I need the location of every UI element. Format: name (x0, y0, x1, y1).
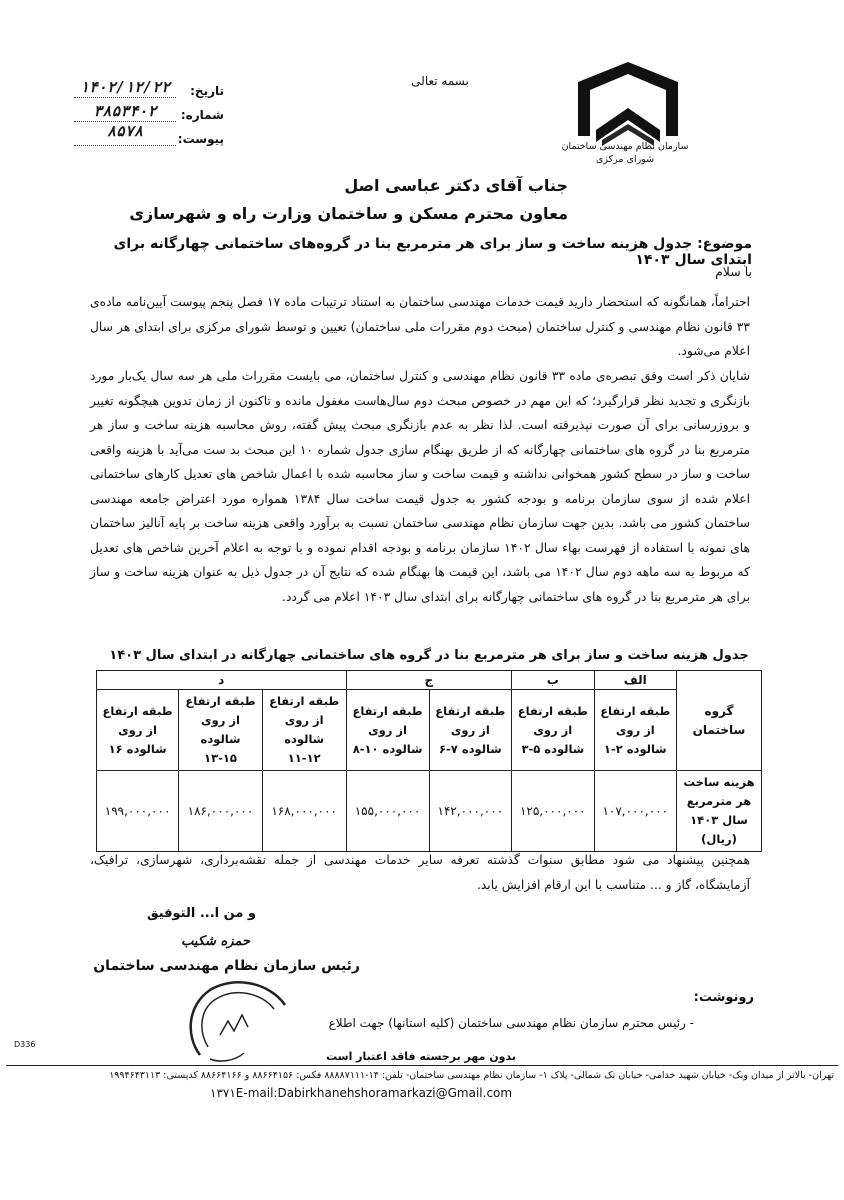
group-row (97, 671, 762, 690)
date-label: تاریخ: (190, 84, 224, 98)
cost-value: ۱۴۲,۰۰۰,۰۰۰ (429, 771, 511, 852)
group-d: د (97, 671, 347, 690)
document-id: D336 (14, 1040, 36, 1049)
cost-value: ۱۰۷,۰۰۰,۰۰۰ (594, 771, 676, 852)
cost-table (96, 670, 762, 852)
column-header: طبقه ارتفاع از روی شالوده ۱۰-۸ (346, 690, 429, 771)
paragraph-3: همچنین پیشنهاد می شود مطابق سنوات گذشته تعرفه سایر خدمات مهندسی از جمله نقشه‌برداری، شهرسازی، ترافیک، آزمایشگاه، گاز و ... متناسب با این ارقام افزایش یابد. (90, 853, 750, 892)
cost-value: ۱۵۵,۰۰۰,۰۰۰ (346, 771, 429, 852)
floor-range-row (97, 690, 762, 771)
logo-caption-line-1: سازمان نظام مهندسی ساختمان (561, 141, 689, 152)
table-title: جدول هزینه ساخت و ساز برای هر مترمربع بنا در گروه های ساختمانی چهارگانه در ابتدای سال ۱۴۰۳ (109, 648, 749, 663)
group-a: الف (594, 671, 676, 690)
letter-meta (74, 74, 224, 146)
cost-value: ۱۶۸,۰۰۰,۰۰۰ (262, 771, 346, 852)
recipient-position: معاون محترم مسکن و ساختمان وزارت راه و شهرسازی (129, 204, 568, 223)
official-seal-stamp (180, 975, 295, 1070)
paragraph-2: شایان ذکر است وفق تبصره‌ی ماده ۳۳ قانون نظام مهندسی و کنترل ساختمان، می بایست مقررات ملی هر سه سال یک‌بار مورد بازنگری و تجدید نظر قرارگیرد؛ که این مهم در خصوص مبحث دوم سال‌هاست مغفول مانده و تاکنون از زمان تدوین هیچگونه تغییر و بروزرسانی برای آن صورت نپذیرفته است. لذا نظر به عدم بازنگری مبحث پیش گفته، روش محاسبه هزینه ساخت و ساز هر مترمربع بنا در گروه های ساختمانی چهارگانه که از طریق بهنگام سازی جدول شماره ۱۰ این مبحث بد ست می‌آید با هزینه واقعی ساخت و ساز در سطح کشور همخوانی نداشته و قیمت ساخت و ساز محاسبه شده با اعمال شاخص های تعدیل کارهای ساختمانی اعلام شده از سوی سازمان برنامه و بودجه کشور به جدول قیمت ساخت سال ۱۳۸۴ همواره مورد اعتراض جامعه مهندسی ساختمان کشور می باشد. بدین جهت سازمان نظام مهندسی ساختمان نسبت به برآورد واقعی هزینه ساخت بر پایه آنالیز ساختمان های نمونه با استفاده از فهرست بهاء سال ۱۴۰۲ سازمان برنامه و بودجه اقدام نموده و با توجه به اعلام آخرین شاخص های تعدیل که مربوط به سه ماهه دوم سال ۱۴۰۲ می باشد، این قیمت ها بهنگام شده که نتایج آن در جدول ذیل به عنوان هزینه ساخت و ساز برای هر مترمربع بنا در گروه های ساختمانی چهارگانه برای ابتدای سال ۱۴۰۳ اعلام می گردد. (90, 369, 751, 604)
cc-label: رونوشت: (693, 990, 754, 1005)
cost-value: ۱۲۵,۰۰۰,۰۰۰ (512, 771, 594, 852)
column-header: طبقه ارتفاع از روی شالوده ۱۵-۱۳ (179, 690, 263, 771)
number-label: شماره: (180, 108, 224, 122)
footer-address: تهران- بالاتر از میدان ونک- خیابان شهید خدامی- خیابان تک شمالی- پلاک ۱- سازمان نظام مهندسی ساختمان- تلفن: ۱۴-۸۸۸۸۷۱۱۱ فکس: ۸۸۶۶۴۱۵۶ و ۸۸۶۶۴۱۶۶ کدپستی: ۱۹۹۴۶۴۳۱۱۳ (109, 1070, 834, 1081)
column-header: طبقه ارتفاع از روی شالوده ۲-۱ (594, 690, 676, 771)
greeting: با سلام (715, 264, 752, 279)
logo-caption (560, 140, 690, 166)
letter-subject: موضوع: جدول هزینه ساخت و ساز برای هر مترمربع بنا در گروه‌های ساختمانی چهارگانه برای ابتدای سال ۱۴۰۳ (113, 236, 752, 268)
column-header: طبقه ارتفاع از روی شالوده ۷-۶ (429, 690, 511, 771)
group-c: ج (346, 671, 512, 690)
cost-row (97, 771, 762, 852)
column-header: طبقه ارتفاع از روی شالوده ۱۶ (97, 690, 179, 771)
building-group-header: گروه ساختمان (677, 671, 762, 771)
basmala: بسمه تعالی (411, 74, 469, 88)
date-row (74, 74, 224, 98)
attachment-row (74, 122, 224, 146)
date-value: ۱۴۰۲/۱۲/۲۲ (74, 77, 176, 98)
column-header: طبقه ارتفاع از روی شالوده ۵-۳ (512, 690, 594, 771)
footer-divider (6, 1065, 838, 1066)
no-stamp-note: بدون مهر برجسته فاقد اعتبار است (326, 1050, 516, 1063)
recipient-name: جناب آقای دکتر عباسی اصل (344, 176, 568, 195)
group-b: ب (512, 671, 594, 690)
attachment-value (74, 125, 176, 146)
organization-logo (572, 58, 684, 190)
signatory-name: حمزه شکیب (181, 934, 250, 949)
signatory-title: رئیس سازمان نظام مهندسی ساختمان (93, 958, 360, 974)
cost-value: ۱۸۶,۰۰۰,۰۰۰ (179, 771, 263, 852)
closing-phrase: و من ا... التوفیق (146, 906, 256, 921)
logo-caption-line-2: شورای مرکزی (595, 154, 655, 165)
paragraph-1: احتراماً، همانگونه که استحضار دارید قیمت خدمات مهندسی ساختمان به استناد ترتیبات ماده ۱۷ فصل پنجم پیوست آیین‌نامه ماده‌ی ۳۳ قانون نظام مهندسی و کنترل ساختمان (مبحث دوم مقررات ملی ساختمان) تعیین و توسط شورای مرکزی برای ابتدای هر سال اعلام می‌شود. (90, 295, 751, 358)
cost-value: ۱۹۹,۰۰۰,۰۰۰ (97, 771, 179, 852)
cost-row-header: هزینه ساخت هر مترمربع سال ۱۴۰۳ (ریال) (677, 771, 762, 852)
footer-email: ۱۳۷۱E-mail:Dabirkhanehshoramarkazi@Gmail.com (210, 1086, 513, 1100)
number-value: ۳۸۵۳۴۰۲ ۸۵۷۸ (74, 101, 176, 122)
attachment-label: پیوست: (177, 132, 224, 146)
column-header: طبقه ارتفاع از روی شالوده ۱۲-۱۱ (262, 690, 346, 771)
cc-recipient: - رئیس محترم سازمان نظام مهندسی ساختمان (کلیه استانها) جهت اطلاع (328, 1016, 694, 1030)
